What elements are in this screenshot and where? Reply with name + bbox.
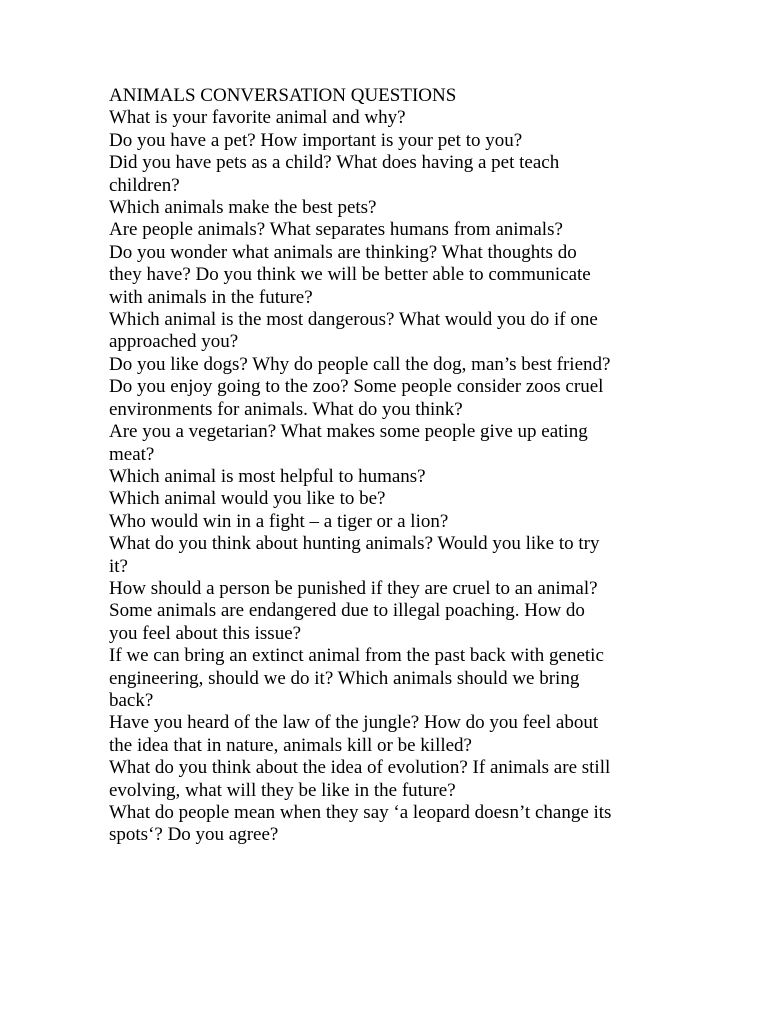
question-line: they have? Do you think we will be better able to communicate bbox=[109, 264, 591, 286]
question-line: with animals in the future? bbox=[109, 286, 313, 308]
question-line: Are people animals? What separates humans from animals? bbox=[109, 219, 563, 241]
question-line: If we can bring an extinct animal from the past back with genetic bbox=[109, 645, 604, 667]
question-line: Which animals make the best pets? bbox=[109, 197, 377, 219]
question-line: meat? bbox=[109, 443, 155, 465]
question-line: Do you enjoy going to the zoo? Some people consider zoos cruel bbox=[109, 376, 604, 398]
question-line: spots‘? Do you agree? bbox=[109, 824, 279, 846]
question-line: you feel about this issue? bbox=[109, 622, 302, 644]
question-line: Did you have pets as a child? What does having a pet teach bbox=[109, 152, 560, 174]
question-line: engineering, should we do it? Which animals should we bring bbox=[109, 667, 580, 689]
question-line: Do you wonder what animals are thinking? What thoughts do bbox=[109, 241, 577, 263]
question-line: evolving, what will they be like in the future? bbox=[109, 779, 456, 801]
question-line: Which animal is the most dangerous? What would you do if one bbox=[109, 309, 598, 331]
question-line: How should a person be punished if they are cruel to an animal? bbox=[109, 577, 598, 599]
question-line: back? bbox=[109, 689, 154, 711]
question-line: Which animal would you like to be? bbox=[109, 488, 386, 510]
question-line: children? bbox=[109, 174, 180, 196]
question-line: the idea that in nature, animals kill or be killed? bbox=[109, 734, 472, 756]
question-line: Have you heard of the law of the jungle? How do you feel about bbox=[109, 712, 599, 734]
question-line: Are you a vegetarian? What makes some people give up eating bbox=[109, 421, 588, 443]
question-line: Do you like dogs? Why do people call the dog, man’s best friend? bbox=[109, 353, 611, 375]
question-line: What do you think about hunting animals? Would you like to try bbox=[109, 533, 600, 555]
question-line: Who would win in a fight – a tiger or a lion? bbox=[109, 510, 449, 532]
question-list bbox=[109, 107, 669, 846]
question-line: approached you? bbox=[109, 331, 239, 353]
document-title: ANIMALS CONVERSATION QUESTIONS bbox=[109, 85, 457, 106]
question-line: environments for animals. What do you think? bbox=[109, 398, 463, 420]
document-body bbox=[109, 85, 669, 847]
question-line: Which animal is most helpful to humans? bbox=[109, 465, 426, 487]
question-line: What do people mean when they say ‘a leopard doesn’t change its bbox=[109, 802, 612, 823]
question-line: What do you think about the idea of evolution? If animals are still bbox=[109, 757, 611, 779]
question-line: Do you have a pet? How important is your pet to you? bbox=[109, 129, 523, 151]
question-line: What is your favorite animal and why? bbox=[109, 107, 406, 129]
question-line: Some animals are endangered due to illegal poaching. How do bbox=[109, 600, 585, 622]
question-line: it? bbox=[109, 555, 128, 577]
